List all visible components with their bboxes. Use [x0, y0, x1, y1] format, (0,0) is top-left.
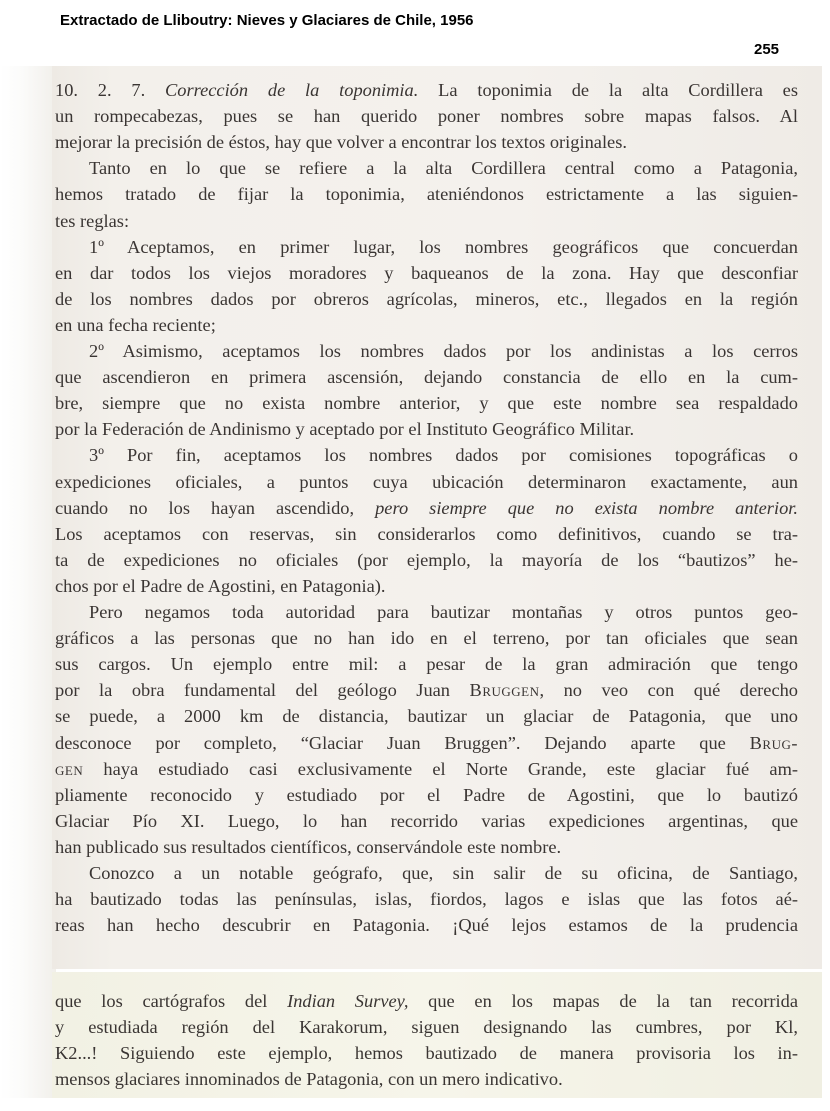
text-segment: bre, siempre que no exista nombre anterior, y que este nombre sea respaldado [55, 393, 798, 414]
text-segment: sus cargos. Un ejemplo entre mil: a pesar de la gran admiración que tengo [55, 654, 798, 675]
text-line [55, 573, 798, 599]
text-line [55, 782, 798, 808]
text-segment: se puede, a 2000 km de distancia, bautizar un glaciar de Patagonia, que uno [55, 706, 798, 727]
text-segment: gen [55, 758, 84, 779]
text-segment: haya estudiado casi exclusivamente el Norte Grande, este glaciar fué am- [83, 758, 798, 779]
text-segment: que en los mapas de la tan recorrida [408, 991, 798, 1011]
text-segment: por la Federación de Andinismo y aceptado por el Instituto Geográfico Militar. [55, 419, 635, 440]
text-segment: Tanto en lo que se refiere a la alta Cordillera central como a Patagonia, [89, 158, 798, 179]
scan-edge-shadow [0, 66, 56, 1098]
text-segment: un rompecabezas, pues se han querido poner nombres sobre mapas falsos. Al [55, 106, 798, 127]
text-segment: pliamente reconocido y estudiado por el Padre de Agostini, que lo bautizó [55, 784, 798, 805]
text-line [55, 390, 798, 416]
text-line [55, 547, 798, 573]
text-segment: por la obra fundamental del geólogo Juan [55, 680, 470, 701]
text-segment: , no veo con qué derecho [539, 680, 798, 701]
text-segment: La toponimia de la alta Cordillera es [418, 80, 798, 100]
text-segment: que ascendieron en primera ascensión, dejando constancia de ello en la cum- [55, 367, 798, 388]
text-segment: ha bautizado todas las penínsulas, islas, fiordos, lagos e islas que las fotos aé- [55, 889, 798, 910]
text-segment: Indian Survey, [287, 991, 409, 1011]
text-segment: pero siempre que no exista nombre anterior. [375, 497, 798, 518]
text-segment: Pero negamos toda autoridad para bautizar montañas y otros puntos geo- [89, 602, 798, 622]
text-line [55, 886, 798, 912]
text-segment: 1º Aceptamos, en primer lugar, los nombres geográficos que concuerdan [89, 236, 798, 257]
text-segment: ta de expediciones no oficiales (por ejemplo, la mayoría de los “bautizos” he- [55, 549, 798, 570]
text-line [55, 808, 798, 834]
text-segment: de los nombres dados por obreros agrícolas, mineros, etc., llegados en la región [55, 288, 798, 309]
text-segment: y estudiada región del Karakorum, siguen designando las cumbres, por Kl, [55, 1017, 798, 1037]
text-line [55, 730, 798, 756]
page-number: 255 [754, 41, 780, 58]
text-line [55, 416, 798, 442]
text-line [55, 495, 798, 521]
text-segment: K2...! Siguiendo este ejemplo, hemos bautizado de manera provisoria los in- [55, 1043, 798, 1063]
text-line [55, 364, 798, 390]
text-line [55, 260, 798, 286]
text-segment: Brug- [749, 732, 798, 753]
text-segment: tes reglas: [55, 210, 130, 231]
text-line [55, 77, 798, 103]
text-segment: chos por el Padre de Agostini, en Patagonia). [55, 575, 386, 596]
text-segment: en una fecha reciente; [55, 314, 216, 335]
text-line [55, 1040, 798, 1066]
text-segment: que los cartógrafos del [55, 991, 288, 1011]
text-segment: han publicado sus resultados científicos, conservándole este nombre. [55, 836, 562, 857]
text-line [55, 651, 798, 677]
text-line [55, 677, 798, 703]
text-segment: Glaciar Pío XI. Luego, lo han recorrido varias expediciones argentinas, que [55, 810, 798, 831]
text-segment: en dar todos los viejos moradores y baqueanos de la zona. Hay que desconfiar [55, 262, 798, 283]
text-segment: Conozco a un notable geógrafo, que, sin salir de su oficina, de Santiago, [89, 863, 798, 883]
text-line [55, 756, 798, 782]
text-line [89, 860, 798, 886]
text-line [55, 469, 798, 495]
text-segment: hemos tratado de fijar la toponimia, ateniéndonos estrictamente a las siguien- [55, 184, 798, 205]
text-line [55, 312, 798, 338]
text-line [55, 103, 798, 129]
text-segment: desconoce por completo, “Glaciar Juan Bruggen”. Dejando aparte que [55, 732, 750, 753]
text-line [55, 286, 798, 312]
text-segment: reas han hecho descubrir en Patagonia. ¡Qué lejos estamos de la prudencia [55, 915, 798, 936]
text-line [89, 599, 798, 625]
text-segment: cuando no los hayan ascendido, [55, 497, 376, 518]
text-line [55, 625, 798, 651]
text-line [89, 155, 798, 181]
text-segment: mensos glaciares innominados de Patagonia, con un mero indicativo. [55, 1069, 563, 1089]
text-line [89, 442, 798, 468]
text-line [89, 234, 798, 260]
text-segment: mejorar la precisión de éstos, hay que volver a encontrar los textos originales. [55, 132, 627, 153]
text-segment: Los aceptamos con reservas, sin considerarlos como definitivos, cuando se tra- [55, 523, 798, 544]
text-line [55, 521, 798, 547]
text-line [55, 1014, 798, 1040]
text-segment: Corrección de la toponimia. [164, 80, 419, 100]
text-segment: 10. 2. 7. [55, 80, 165, 100]
text-line [55, 1066, 798, 1092]
text-segment: Bruggen [469, 680, 540, 701]
text-line [89, 338, 798, 364]
text-segment: 3º Por fin, aceptamos los nombres dados por comisiones topográficas o [89, 445, 798, 466]
text-line [55, 912, 798, 938]
text-line [55, 703, 798, 729]
document-source-title: Extractado de Lliboutry: Nieves y Glaciares de Chile, 1956 [60, 12, 474, 29]
text-line [55, 208, 798, 234]
text-segment: gráficos a las personas que no han ido en el terreno, por tan oficiales que sean [55, 628, 798, 649]
text-segment: expediciones oficiales, a puntos cuya ubicación determinaron exactamente, aun [55, 471, 798, 492]
text-line [55, 181, 798, 207]
text-line [55, 129, 798, 155]
text-line [55, 988, 798, 1014]
text-segment: 2º Asimismo, aceptamos los nombres dados por los andinistas a los cerros [89, 341, 798, 361]
text-line [55, 834, 798, 860]
